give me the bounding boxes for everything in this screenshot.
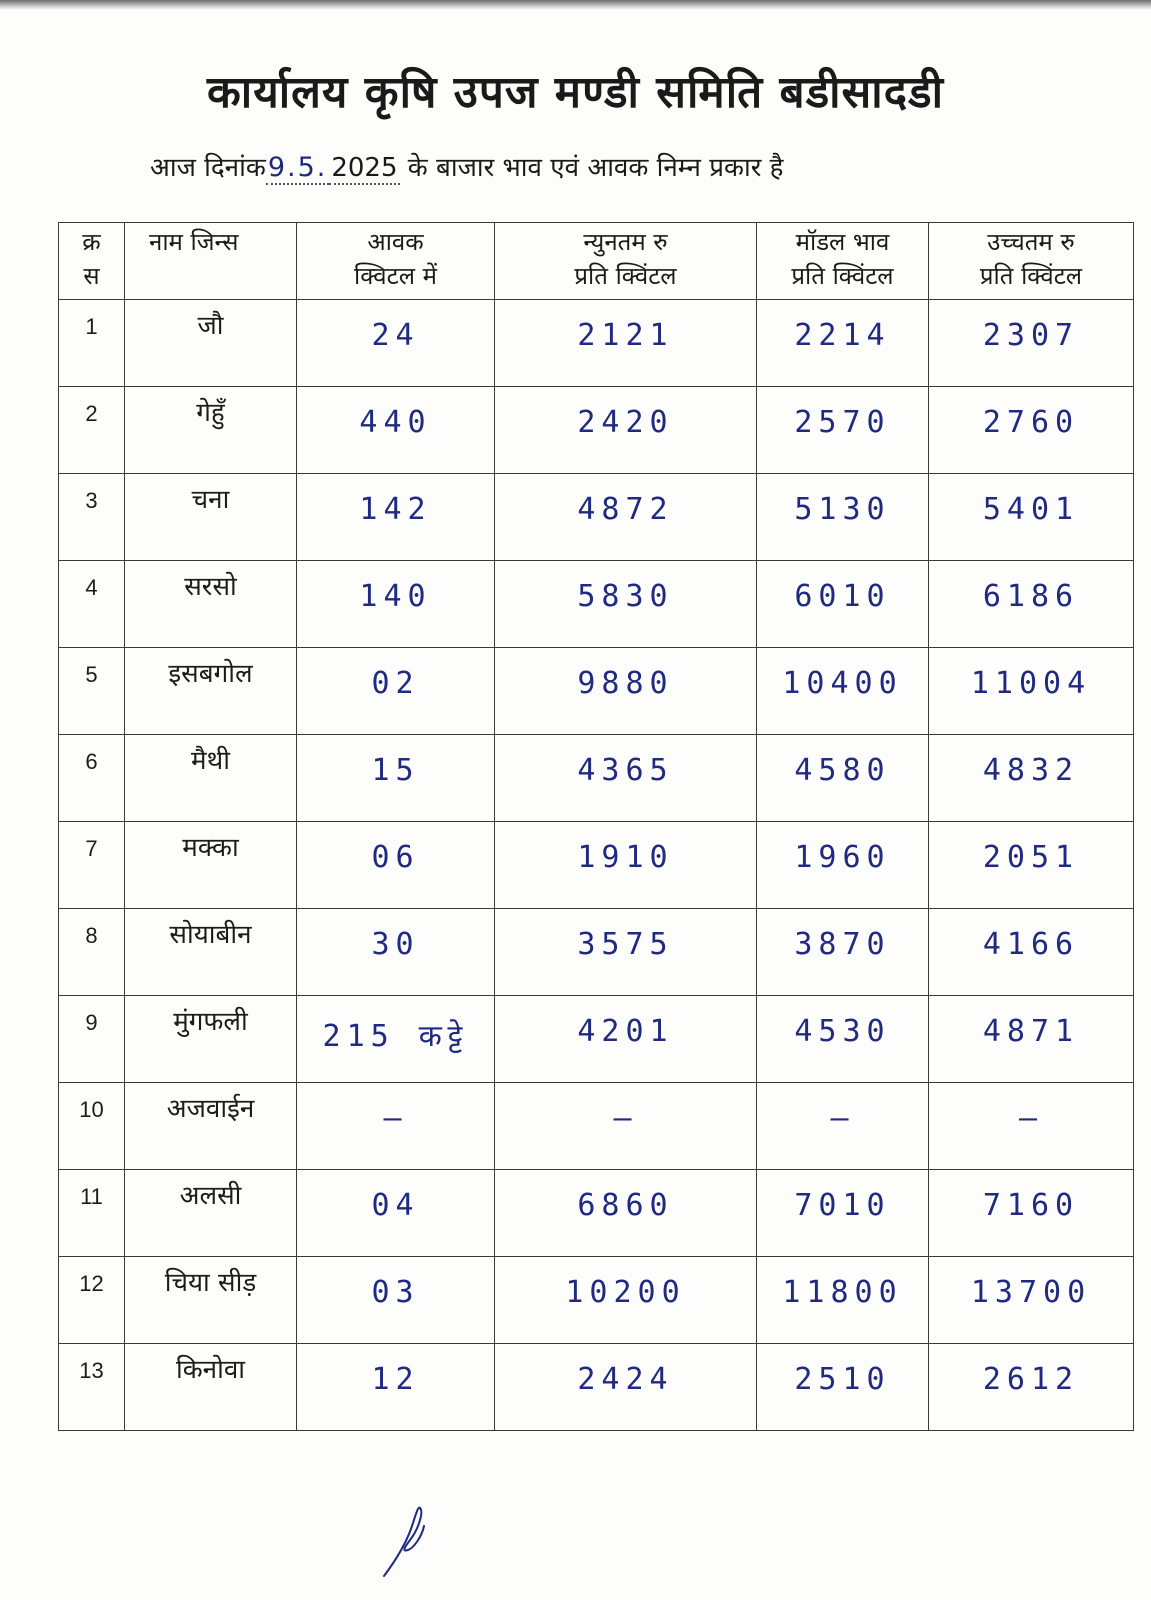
report-subtitle <box>150 148 1050 184</box>
serial-number: 13 <box>59 1344 125 1431</box>
min-rate: 2121 <box>495 300 757 387</box>
max-rate: 6186 <box>929 561 1134 648</box>
max-rate: 5401 <box>929 474 1134 561</box>
min-rate: 5830 <box>495 561 757 648</box>
commodity-name: अलसी <box>125 1170 297 1257</box>
min-rate: 4872 <box>495 474 757 561</box>
column-header <box>297 223 495 300</box>
modal-rate: 10400 <box>757 648 929 735</box>
commodity-name: इसबगोल <box>125 648 297 735</box>
min-rate: 3575 <box>495 909 757 996</box>
column-header <box>125 223 297 300</box>
modal-rate: — <box>757 1083 929 1170</box>
table-row <box>59 387 1134 474</box>
modal-rate: 1960 <box>757 822 929 909</box>
commodity-name: गेहुँ <box>125 387 297 474</box>
commodity-name: चिया सीड़ <box>125 1257 297 1344</box>
column-header-line2: प्रति क्विंटल <box>574 262 677 290</box>
modal-rate: 4530 <box>757 996 929 1083</box>
arrival-quintal: 06 <box>297 822 495 909</box>
column-header-line2: स <box>83 262 100 290</box>
table-row <box>59 909 1134 996</box>
min-rate: — <box>495 1083 757 1170</box>
subtitle-prefix: आज दिनांक <box>150 153 266 183</box>
arrival-quintal: 30 <box>297 909 495 996</box>
serial-number: 11 <box>59 1170 125 1257</box>
max-rate: 4166 <box>929 909 1134 996</box>
max-rate: 11004 <box>929 648 1134 735</box>
modal-rate: 4580 <box>757 735 929 822</box>
modal-rate: 7010 <box>757 1170 929 1257</box>
table-body <box>59 300 1134 1431</box>
serial-number: 1 <box>59 300 125 387</box>
table-row <box>59 822 1134 909</box>
modal-rate: 2570 <box>757 387 929 474</box>
arrival-quintal: 04 <box>297 1170 495 1257</box>
arrival-quintal: 24 <box>297 300 495 387</box>
serial-number: 8 <box>59 909 125 996</box>
column-header-line1: नाम जिन्स <box>149 228 239 256</box>
column-header-line2: प्रति क्विंटल <box>791 262 894 290</box>
table-header-row <box>59 223 1134 300</box>
commodity-name: किनोवा <box>125 1344 297 1431</box>
min-rate: 2424 <box>495 1344 757 1431</box>
min-rate: 4201 <box>495 996 757 1083</box>
max-rate: 4871 <box>929 996 1134 1083</box>
table-row <box>59 1170 1134 1257</box>
arrival-quintal: 02 <box>297 648 495 735</box>
table-row <box>59 561 1134 648</box>
table-row <box>59 1083 1134 1170</box>
serial-number: 4 <box>59 561 125 648</box>
max-rate: 2760 <box>929 387 1134 474</box>
arrival-quintal: 140 <box>297 561 495 648</box>
commodity-name: जौ <box>125 300 297 387</box>
arrival-quintal: 440 <box>297 387 495 474</box>
table-row <box>59 1344 1134 1431</box>
table-row <box>59 1257 1134 1344</box>
commodity-name: चना <box>125 474 297 561</box>
modal-rate: 2214 <box>757 300 929 387</box>
table-row <box>59 300 1134 387</box>
column-header <box>495 223 757 300</box>
arrival-quintal: 215 कट्टे <box>297 996 495 1083</box>
commodity-name: सरसो <box>125 561 297 648</box>
column-header-line1: मॉडल भाव <box>795 228 890 256</box>
table-row <box>59 996 1134 1083</box>
serial-number: 5 <box>59 648 125 735</box>
max-rate: 7160 <box>929 1170 1134 1257</box>
office-title: कार्यालय कृषि उपज मण्डी समिति बडीसादडी <box>207 67 944 118</box>
column-header-line1: न्युनतम रु <box>583 228 668 256</box>
serial-number: 2 <box>59 387 125 474</box>
column-header <box>757 223 929 300</box>
column-header <box>59 223 125 300</box>
table-row <box>59 474 1134 561</box>
column-header-line1: क्र <box>82 228 101 256</box>
serial-number: 6 <box>59 735 125 822</box>
column-header-line2: क्विटल में <box>354 262 437 290</box>
modal-rate: 5130 <box>757 474 929 561</box>
column-header-line1: आवक <box>367 228 424 256</box>
modal-rate: 3870 <box>757 909 929 996</box>
column-header <box>929 223 1134 300</box>
serial-number: 3 <box>59 474 125 561</box>
min-rate: 2420 <box>495 387 757 474</box>
arrival-quintal: 03 <box>297 1257 495 1344</box>
max-rate: 2051 <box>929 822 1134 909</box>
max-rate: 13700 <box>929 1257 1134 1344</box>
min-rate: 6860 <box>495 1170 757 1257</box>
arrival-quintal: 142 <box>297 474 495 561</box>
signature-mark <box>378 1500 438 1580</box>
table-row <box>59 648 1134 735</box>
arrival-quintal: — <box>297 1083 495 1170</box>
min-rate: 10200 <box>495 1257 757 1344</box>
modal-rate: 2510 <box>757 1344 929 1431</box>
serial-number: 9 <box>59 996 125 1083</box>
commodity-name: सोयाबीन <box>125 909 297 996</box>
commodity-name: मक्का <box>125 822 297 909</box>
scan-top-edge <box>0 0 1151 10</box>
handwritten-date: 9.5. <box>267 152 328 183</box>
min-rate: 1910 <box>495 822 757 909</box>
max-rate: 2612 <box>929 1344 1134 1431</box>
report-year: 2025 <box>331 153 398 183</box>
commodity-name: मैथी <box>125 735 297 822</box>
commodity-name: अजवाईन <box>125 1083 297 1170</box>
table-row <box>59 735 1134 822</box>
column-header-line2: प्रति क्विंटल <box>979 262 1083 290</box>
arrival-quintal: 12 <box>297 1344 495 1431</box>
max-rate: 2307 <box>929 300 1134 387</box>
column-header-line1: उच्चतम रु <box>987 228 1075 256</box>
commodity-name: मुंगफली <box>125 996 297 1083</box>
serial-number: 12 <box>59 1257 125 1344</box>
min-rate: 4365 <box>495 735 757 822</box>
modal-rate: 6010 <box>757 561 929 648</box>
market-rates-table <box>58 222 1134 1431</box>
max-rate: — <box>929 1083 1134 1170</box>
serial-number: 7 <box>59 822 125 909</box>
subtitle-suffix: के बाजार भाव एवं आवक निम्न प्रकार है <box>399 153 784 183</box>
serial-number: 10 <box>59 1083 125 1170</box>
arrival-quintal: 15 <box>297 735 495 822</box>
min-rate: 9880 <box>495 648 757 735</box>
max-rate: 4832 <box>929 735 1134 822</box>
modal-rate: 11800 <box>757 1257 929 1344</box>
